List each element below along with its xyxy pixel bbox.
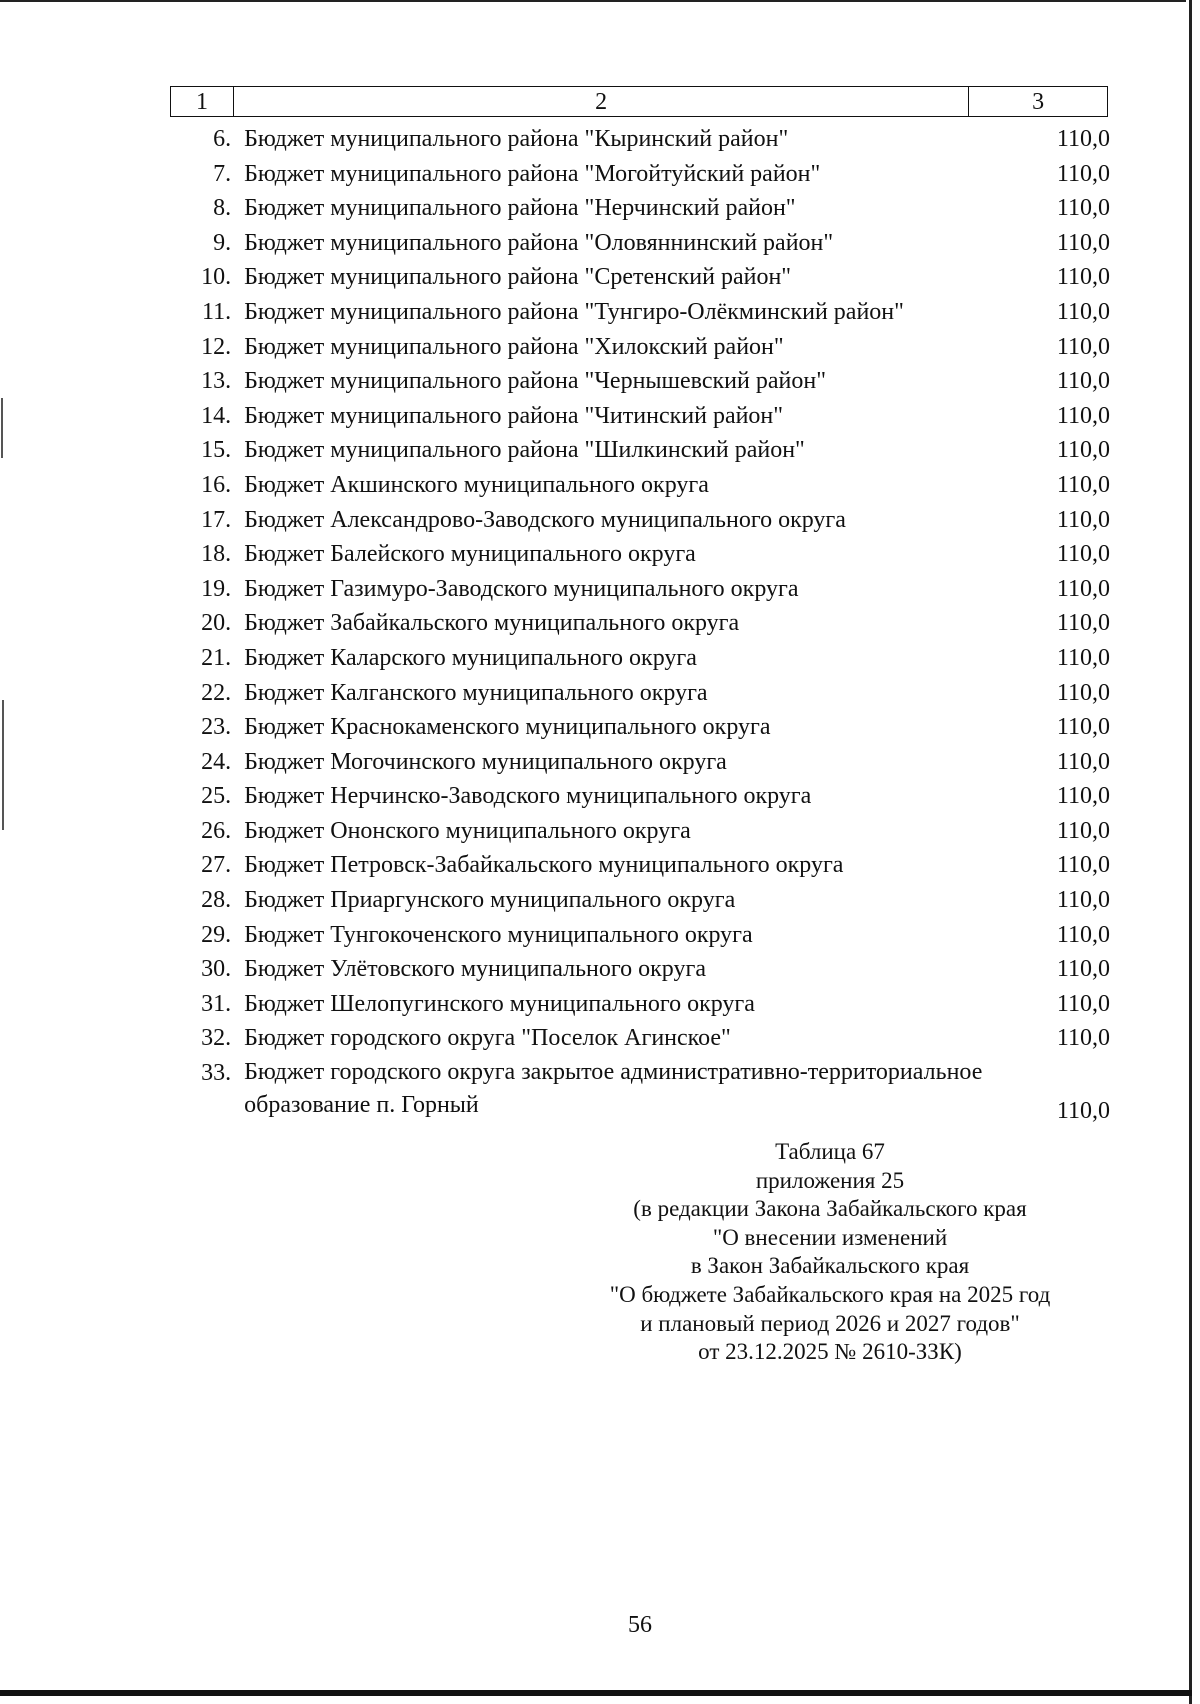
header-cell-number: 1: [171, 87, 234, 117]
table-row: [170, 1021, 1110, 1056]
caption-line: "О внесении изменений: [712, 1224, 948, 1250]
row-value: 110,0: [1056, 783, 1110, 810]
table-row: [170, 295, 1110, 330]
row-number: 21.: [201, 644, 232, 671]
table-row: [170, 364, 1110, 399]
row-name: Бюджет Александрово-Заводского муниципального округа: [244, 506, 846, 533]
row-value: 110,0: [1056, 506, 1110, 533]
row-name: Бюджет муниципального района "Читинский район": [244, 402, 784, 429]
row-number: 9.: [213, 229, 232, 256]
row-name: Бюджет Балейского муниципального округа: [244, 541, 696, 568]
table-row: [170, 537, 1110, 572]
row-number: 27.: [201, 852, 232, 879]
row-name: Бюджет городского округа "Поселок Агинское": [244, 1025, 731, 1052]
row-name: Бюджет муниципального района "Хилокский район": [244, 333, 784, 360]
table-row: [170, 848, 1110, 883]
row-number: 8.: [213, 195, 232, 222]
row-name: Бюджет Приаргунского муниципального округа: [244, 887, 736, 914]
row-value: 110,0: [1056, 333, 1110, 360]
row-name: Бюджет Могочинского муниципального округа: [244, 748, 727, 775]
row-value: 110,0: [1056, 714, 1110, 741]
row-name: Бюджет Забайкальского муниципального округа: [244, 610, 740, 637]
row-number: 25.: [201, 783, 232, 810]
table-row: [170, 883, 1110, 918]
row-number: 32.: [201, 1025, 232, 1052]
row-value: 110,0: [1056, 368, 1110, 395]
row-name: Бюджет городского округа закрытое административно-территориальное образование п. Горный: [244, 1059, 983, 1119]
scan-border-bottom: [0, 1690, 1192, 1696]
row-number: 18.: [201, 541, 232, 568]
row-value: 110,0: [1056, 921, 1110, 948]
row-name: Бюджет Акшинского муниципального округа: [244, 471, 709, 498]
row-number: 23.: [201, 714, 232, 741]
row-value: 110,0: [1056, 575, 1110, 602]
row-number: 10.: [201, 264, 232, 291]
row-value: 110,0: [1056, 402, 1110, 429]
row-number: 19.: [201, 575, 232, 602]
header-cell-value: 3: [969, 87, 1108, 117]
table-row: [170, 745, 1110, 780]
row-value: 110,0: [1056, 610, 1110, 637]
row-value: 110,0: [1056, 817, 1110, 844]
row-value: 110,0: [1056, 679, 1110, 706]
row-number: 15.: [201, 437, 232, 464]
table-row: [170, 260, 1110, 295]
row-number: 20.: [201, 610, 232, 637]
row-name: Бюджет Шелопугинского муниципального округа: [244, 990, 755, 1017]
row-value: 110,0: [1056, 887, 1110, 914]
table-row: [170, 606, 1110, 641]
row-name: Бюджет муниципального района "Кыринский район": [244, 126, 789, 152]
table-row: [170, 987, 1110, 1022]
caption-line: приложения 25: [755, 1167, 905, 1193]
table-row: [170, 399, 1110, 434]
table-row: [170, 503, 1110, 538]
row-number: 26.: [201, 817, 232, 844]
row-number: 28.: [201, 887, 232, 914]
table-row: [170, 1056, 1110, 1128]
row-number: 29.: [201, 921, 232, 948]
table-row: [170, 468, 1110, 503]
table-row: [170, 572, 1110, 607]
row-number: 14.: [201, 402, 232, 429]
row-value: 110,0: [1056, 1025, 1110, 1052]
row-name: Бюджет муниципального района "Могойтуйский район": [244, 160, 821, 187]
table-row: [170, 710, 1110, 745]
table-header: [170, 86, 1108, 117]
scan-mark: [2, 700, 4, 830]
row-value: 110,0: [1056, 541, 1110, 568]
row-number: 16.: [201, 471, 232, 498]
row-number: 11.: [202, 298, 232, 325]
table-caption: [560, 1138, 1100, 1367]
row-number: 17.: [201, 506, 232, 533]
row-value: 110,0: [1056, 126, 1110, 152]
row-name: Бюджет муниципального района "Тунгиро-Олёкминский район": [244, 298, 904, 325]
row-value: 110,0: [1056, 748, 1110, 775]
caption-line: и плановый период 2026 и 2027 годов": [640, 1310, 1020, 1336]
row-value: 110,0: [1056, 1098, 1110, 1125]
row-value: 110,0: [1056, 195, 1110, 222]
caption-line: от 23.12.2025 № 2610-ЗЗК): [698, 1339, 962, 1365]
table-row: [170, 433, 1110, 468]
row-name: Бюджет муниципального района "Чернышевский район": [244, 368, 826, 395]
caption-line: "О бюджете Забайкальского края на 2025 год: [609, 1281, 1051, 1307]
table-row: [170, 779, 1110, 814]
row-name: Бюджет Улётовского муниципального округа: [244, 956, 706, 983]
row-value: 110,0: [1056, 852, 1110, 879]
row-name: Бюджет Каларского муниципального округа: [244, 644, 697, 671]
table-row: [170, 157, 1110, 192]
row-value: 110,0: [1056, 644, 1110, 671]
caption-line: Таблица 67: [775, 1139, 885, 1164]
row-name: Бюджет муниципального района "Оловяннинский район": [244, 229, 834, 256]
row-value: 110,0: [1056, 471, 1110, 498]
row-number: 33.: [201, 1060, 232, 1087]
row-number: 24.: [201, 748, 232, 775]
row-name: Бюджет Нерчинско-Заводского муниципального округа: [244, 783, 812, 810]
row-value: 110,0: [1056, 956, 1110, 983]
page-number: 56: [628, 1612, 652, 1638]
row-number: 12.: [201, 333, 232, 360]
row-name: Бюджет Краснокаменского муниципального округа: [244, 714, 771, 741]
row-name: Бюджет Калганского муниципального округа: [244, 679, 708, 706]
row-number: 6.: [213, 126, 232, 152]
caption-line: (в редакции Закона Забайкальского края: [633, 1196, 1027, 1222]
table-row: [170, 226, 1110, 261]
scan-border-top: [0, 0, 1186, 2]
row-value: 110,0: [1056, 437, 1110, 464]
row-number: 30.: [201, 956, 232, 983]
row-number: 13.: [201, 368, 232, 395]
table-row: [170, 122, 1110, 157]
row-value: 110,0: [1056, 160, 1110, 187]
row-number: 22.: [201, 679, 232, 706]
table-row: [170, 641, 1110, 676]
row-name: Бюджет муниципального района "Сретенский район": [244, 264, 792, 291]
row-name: Бюджет муниципального района "Шилкинский район": [244, 437, 805, 464]
row-value: 110,0: [1056, 229, 1110, 256]
row-number: 31.: [201, 990, 232, 1017]
scan-border-right: [1189, 0, 1192, 1704]
table-row: [170, 814, 1110, 849]
scan-mark: [1, 398, 3, 458]
row-name: Бюджет Тунгокоченского муниципального округа: [244, 921, 753, 948]
table-row: [170, 191, 1110, 226]
row-name: Бюджет Газимуро-Заводского муниципального округа: [244, 575, 799, 602]
table-row: [170, 952, 1110, 987]
row-name: Бюджет Ононского муниципального округа: [244, 817, 691, 844]
budget-table-body: [170, 122, 1110, 1128]
row-value: 110,0: [1056, 298, 1110, 325]
row-number: 7.: [213, 160, 232, 187]
row-name: Бюджет Петровск-Забайкальского муниципального округа: [244, 852, 844, 879]
table-row: [170, 918, 1110, 953]
table-row: [170, 330, 1110, 365]
table-row: [170, 676, 1110, 711]
row-value: 110,0: [1056, 990, 1110, 1017]
row-value: 110,0: [1056, 264, 1110, 291]
header-cell-name: 2: [233, 87, 968, 117]
caption-line: в Закон Забайкальского края: [690, 1253, 970, 1279]
row-name: Бюджет муниципального района "Нерчинский район": [244, 195, 796, 222]
